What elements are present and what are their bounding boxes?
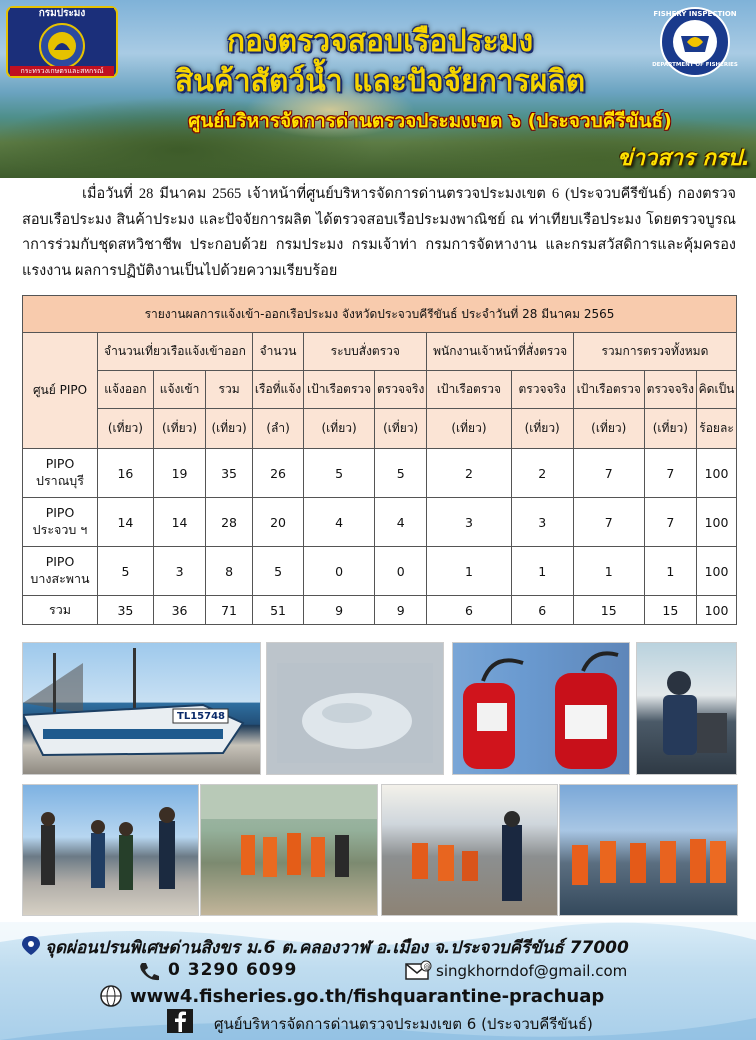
in-cell: 3	[153, 547, 205, 596]
email-icon	[404, 960, 432, 982]
total-sys-target-cell: 9	[304, 596, 375, 625]
logo-left-subtitle: กระทรวงเกษตรและสหกรณ์	[20, 67, 104, 75]
photo-crew-lifejackets	[200, 784, 378, 916]
total-label-cell: รวม	[23, 596, 98, 625]
pipo-report-table	[22, 295, 737, 625]
boats-cell: 20	[252, 498, 303, 547]
officers-group-illustration	[23, 785, 198, 915]
boat-registration-label: TL15748	[177, 711, 225, 722]
percent-cell: 100	[697, 498, 737, 547]
staff-target-cell: 3	[427, 498, 511, 547]
crew-lifejackets-illustration	[201, 785, 377, 915]
contact-footer	[0, 922, 756, 1040]
sum-cell: 8	[206, 547, 253, 596]
photo-fish-catch	[266, 642, 444, 775]
photo-fishing-boat	[22, 642, 261, 775]
sub-tot-actual-header: ตรวจจริง	[644, 371, 696, 409]
unit-percent: ร้อยละ	[697, 409, 737, 449]
unit-trip: (เที่ยว)	[427, 409, 511, 449]
group-system-header: ระบบสั่งตรวจ	[304, 333, 427, 371]
sub-in-header: แจ้งเข้า	[153, 371, 205, 409]
globe-icon	[96, 984, 126, 1008]
footer-email[interactable]: singkhorndof@gmail.com	[436, 962, 628, 980]
officer-illustration	[637, 643, 736, 774]
group-total-header: รวมการตรวจทั้งหมด	[573, 333, 736, 371]
sub-boats-header: เรือที่แจ้ง	[252, 371, 303, 409]
sub-sum-header: รวม	[206, 371, 253, 409]
header-banner	[0, 0, 756, 178]
center-name-cell: PIPO ปราณบุรี	[23, 449, 98, 498]
sub-sys-actual-header: ตรวจจริง	[374, 371, 426, 409]
out-cell: 16	[98, 449, 154, 498]
photo-crew-on-deck	[559, 784, 738, 916]
logo-right-bottom-text: DEPARTMENT OF FISHERIES	[652, 62, 738, 68]
tot-actual-cell: 7	[644, 498, 696, 547]
footer-facebook-page[interactable]: ศูนย์บริหารจัดการด่านตรวจประมงเขต 6 (ประจวบคีรีขันธ์)	[214, 1015, 593, 1033]
sum-cell: 28	[206, 498, 253, 547]
footer-website[interactable]: www4.fisheries.go.th/fishquarantine-prachuap	[130, 986, 605, 1007]
tot-target-cell: 7	[573, 498, 644, 547]
sys-actual-cell: 4	[374, 498, 426, 547]
photo-fire-extinguishers	[452, 642, 630, 775]
crew-deck-illustration	[560, 785, 737, 915]
group-staff-header: พนักงานเจ้าหน้าที่สั่งตรวจ	[427, 333, 573, 371]
col-center-header: ศูนย์ PIPO	[23, 333, 98, 449]
location-icon	[18, 934, 44, 956]
unit-trip: (เที่ยว)	[206, 409, 253, 449]
group-boats-header: จำนวน	[252, 333, 303, 371]
total-staff-actual-cell: 6	[511, 596, 573, 625]
unit-trip: (เที่ยว)	[511, 409, 573, 449]
logo-left-title: กรมประมง	[38, 8, 86, 19]
unit-boat: (ลำ)	[252, 409, 303, 449]
group-trips-header: จำนวนเที่ยวเรือแจ้งเข้าออก	[98, 333, 253, 371]
in-cell: 14	[153, 498, 205, 547]
total-out-cell: 35	[98, 596, 154, 625]
crew-check-illustration	[382, 785, 557, 915]
unit-trip: (เที่ยว)	[98, 409, 154, 449]
sys-target-cell: 4	[304, 498, 375, 547]
staff-actual-cell: 3	[511, 498, 573, 547]
total-sum-cell: 71	[206, 596, 253, 625]
table-row	[23, 498, 737, 547]
sub-staff-actual-header: ตรวจจริง	[511, 371, 573, 409]
unit-trip: (เที่ยว)	[304, 409, 375, 449]
footer-phone[interactable]: 0 3290 6099	[168, 960, 298, 980]
unit-trip: (เที่ยว)	[644, 409, 696, 449]
photo-crew-check	[381, 784, 558, 916]
tot-target-cell: 7	[573, 449, 644, 498]
title-line-1: กองตรวจสอบเรือประมง	[226, 24, 534, 59]
photo-officer-inspection	[636, 642, 737, 775]
tot-actual-cell: 7	[644, 449, 696, 498]
tot-target-cell: 1	[573, 547, 644, 596]
in-cell: 19	[153, 449, 205, 498]
total-boats-cell: 51	[252, 596, 303, 625]
sys-target-cell: 0	[304, 547, 375, 596]
unit-trip: (เที่ยว)	[573, 409, 644, 449]
center-subtitle: ศูนย์บริหารจัดการด่านตรวจประมงเขต ๖ (ประจวบคีรีขันธ์)	[188, 110, 672, 132]
sub-out-header: แจ้งออก	[98, 371, 154, 409]
logo-right-top-text: FISHERY INSPECTION	[653, 10, 737, 18]
total-tot-actual-cell: 15	[644, 596, 696, 625]
total-sys-actual-cell: 9	[374, 596, 426, 625]
total-tot-target-cell: 15	[573, 596, 644, 625]
footer-address: จุดผ่อนปรนพิเศษด่านสิงขร ม.6 ต.คลองวาฬ อ.เมือง จ.ประจวบคีรีขันธ์ 77000	[45, 938, 629, 958]
center-name-cell: PIPO บางสะพาน	[23, 547, 98, 596]
fish-catch-illustration	[267, 643, 443, 774]
center-name-cell: PIPO ประจวบ ฯ	[23, 498, 98, 547]
news-label: ข่าวสาร กรป.	[617, 146, 750, 171]
facebook-icon[interactable]	[166, 1008, 194, 1034]
total-in-cell: 36	[153, 596, 205, 625]
news-article: เมื่อวันที่ 28 มีนาคม 2565 เจ้าหน้าที่ศูนย์บริหารจัดการด่านตรวจประมงเขต 6 (ประจวบคีรีขันธ์) กองตรวจสอบเรือประมง สินค้าประมง และปัจจัยการผลิต ได้ตรวจสอบเรือประมงพาณิชย์ ณ ท่าเทียบเรือประมง โดยตรวจบูรณาการร่วมกับชุดสหวิชาชีพ ประกอบด้วย กรมประมง กรมเจ้าท่า กรมการจัดหางาน และกรมสวัสดิการและคุ้มครองแรงงาน ผลการปฏิบัติงานเป็นไปด้วยความเรียบร้อย	[22, 186, 736, 279]
percent-cell: 100	[697, 449, 737, 498]
svg-text:@: @	[423, 963, 431, 971]
phone-icon	[136, 960, 162, 982]
table-total-row	[23, 596, 737, 625]
sub-percent-header: คิดเป็น	[697, 371, 737, 409]
staff-target-cell: 2	[427, 449, 511, 498]
unit-trip: (เที่ยว)	[374, 409, 426, 449]
sys-target-cell: 5	[304, 449, 375, 498]
unit-trip: (เที่ยว)	[153, 409, 205, 449]
fire-extinguisher-illustration	[453, 643, 629, 774]
staff-target-cell: 1	[427, 547, 511, 596]
sub-tot-target-header: เป้าเรือตรวจ	[573, 371, 644, 409]
photo-officers-on-pier	[22, 784, 199, 916]
sys-actual-cell: 5	[374, 449, 426, 498]
table-row	[23, 449, 737, 498]
sub-sys-target-header: เป้าเรือตรวจ	[304, 371, 375, 409]
staff-actual-cell: 2	[511, 449, 573, 498]
boats-cell: 5	[252, 547, 303, 596]
out-cell: 5	[98, 547, 154, 596]
title-line-2: สินค้าสัตว์น้ำ และปัจจัยการผลิต	[174, 64, 586, 99]
tot-actual-cell: 1	[644, 547, 696, 596]
table-row	[23, 547, 737, 596]
staff-actual-cell: 1	[511, 547, 573, 596]
sys-actual-cell: 0	[374, 547, 426, 596]
table-title: รายงานผลการแจ้งเข้า-ออกเรือประมง จังหวัดประจวบคีรีขันธ์ ประจำวันที่ 28 มีนาคม 2565	[23, 296, 737, 333]
sub-staff-target-header: เป้าเรือตรวจ	[427, 371, 511, 409]
total-staff-target-cell: 6	[427, 596, 511, 625]
total-percent-cell: 100	[697, 596, 737, 625]
out-cell: 14	[98, 498, 154, 547]
sum-cell: 35	[206, 449, 253, 498]
percent-cell: 100	[697, 547, 737, 596]
fishing-boat-illustration	[23, 643, 260, 774]
boats-cell: 26	[252, 449, 303, 498]
